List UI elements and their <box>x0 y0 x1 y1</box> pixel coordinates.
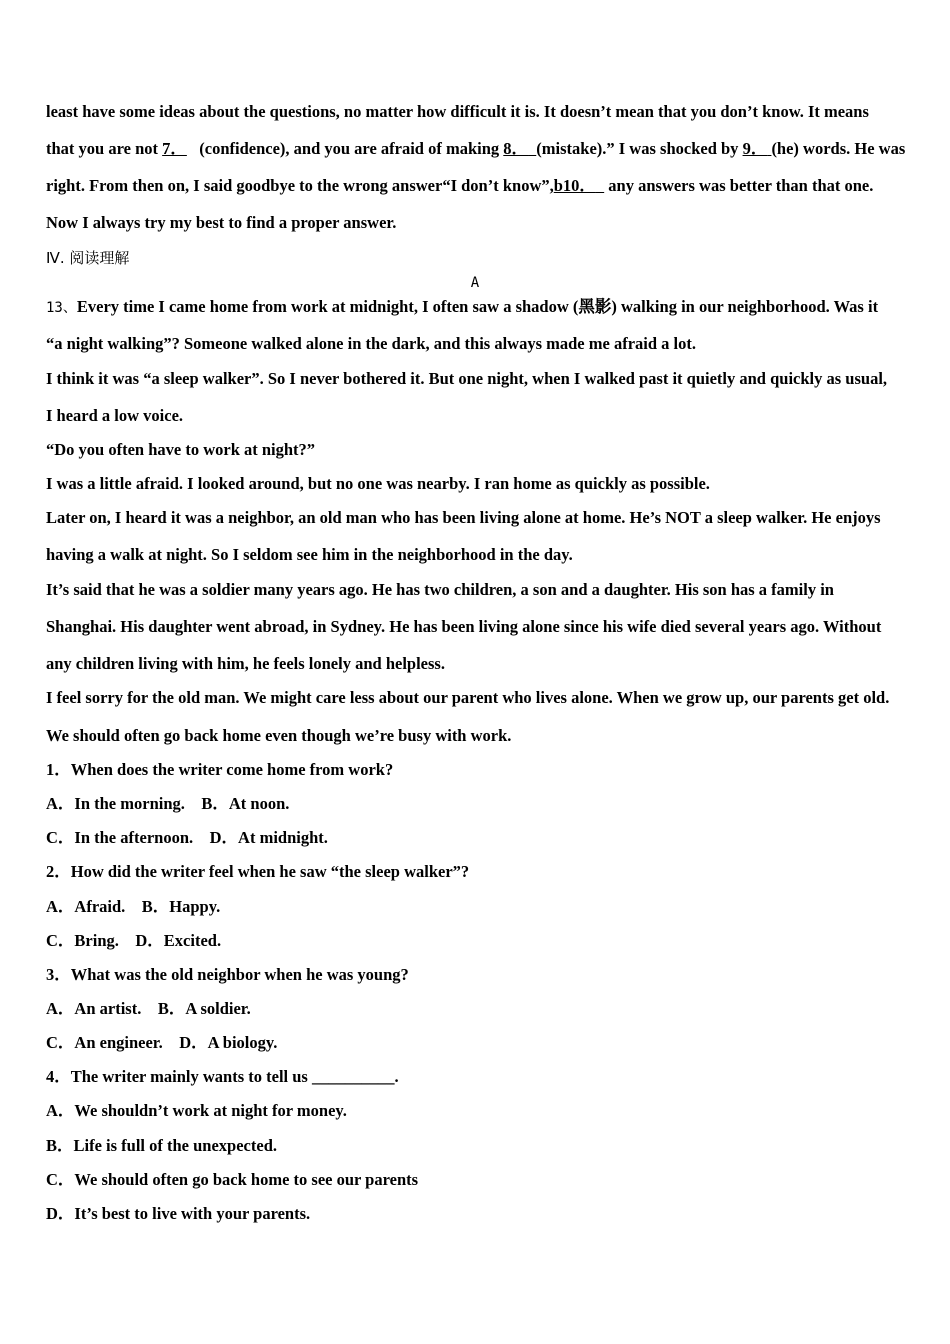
blank-7: 7． <box>162 139 187 158</box>
question-4-option-b: B．Life is full of the unexpected. <box>46 1136 277 1155</box>
passage-line-10: Shanghai. His daughter went abroad, in Sydney. He has been living alone since his wife died several years ago. Without <box>46 617 882 636</box>
passage-line-11: any children living with him, he feels lonely and helpless. <box>46 654 445 673</box>
passage-text: Every time I came home from work at midnight, I often saw a shadow (黑影) walking in our neighborhood. Was it <box>76 297 879 316</box>
passage-line-7: Later on, I heard it was a neighbor, an old man who has been living alone at home. He’s NOT a sleep walker. He enjoys <box>46 508 881 527</box>
question-1-options-cd: C．In the afternoon. D．At midnight. <box>46 828 328 847</box>
blank-8: 8． <box>503 139 529 158</box>
passage-line-1 <box>46 297 878 318</box>
passage-line-3: I think it was “a sleep walker”. So I never bothered it. But one night, when I walked past it quietly and quickly as usual, <box>46 369 888 388</box>
question-3-stem: 3．What was the old neighbor when he was young? <box>46 965 409 984</box>
question-3-options-ab: A．An artist. B．A soldier. <box>46 999 251 1018</box>
question-2-options-cd: C．Bring. D．Excited. <box>46 931 222 950</box>
text-segment: that you are not <box>46 139 163 158</box>
question-4-stem: 4．The writer mainly wants to tell us __________. <box>46 1067 399 1086</box>
question-4-option-a: A．We shouldn’t work at night for money. <box>46 1101 347 1120</box>
question-4-option-c: C．We should often go back home to see our parents <box>46 1170 419 1189</box>
blank-9: 9． <box>742 139 768 158</box>
text-segment: (he) words. He was <box>771 139 906 158</box>
text-segment: (mistake).” I was shocked by <box>536 139 743 158</box>
passage-line-2: “a night walking”? Someone walked alone in the dark, and this always made me afraid a lot. <box>46 334 696 353</box>
question-2-stem: 2．How did the writer feel when he saw “the sleep walker”? <box>46 862 470 881</box>
question-3-options-cd: C．An engineer. D．A biology. <box>46 1033 278 1052</box>
question-2-options-ab: A．Afraid. B．Happy. <box>46 897 221 916</box>
question-number: 13、 <box>46 300 77 316</box>
passage-line-13: We should often go back home even though we’re busy with work. <box>46 726 512 745</box>
blank-10: b10． <box>553 176 596 195</box>
passage-line-5: “Do you often have to work at night?” <box>46 440 316 459</box>
passage-line-12: I feel sorry for the old man. We might care less about our parent who lives alone. When we grow up, our parents get old. <box>46 688 890 707</box>
prev-passage-line-3 <box>46 176 873 196</box>
passage-line-9: It’s said that he was a soldier many years ago. He has two children, a son and a daughter. His son has a family in <box>46 580 834 599</box>
passage-line-6: I was a little afraid. I looked around, but no one was nearby. I ran home as quickly as possible. <box>46 474 710 493</box>
text-segment: right. From then on, I said goodbye to the wrong answer“I don’t know”, <box>46 176 554 195</box>
text-segment: any answers was better than that one. <box>604 176 874 195</box>
prev-passage-line-2 <box>46 139 905 159</box>
section-heading: Ⅳ. 阅读理解 <box>46 249 130 267</box>
question-1-options-ab: A．In the morning. B．At noon. <box>46 794 290 813</box>
passage-line-8: having a walk at night. So I seldom see him in the neighborhood in the day. <box>46 545 573 564</box>
prev-passage-line-4: Now I always try my best to find a proper answer. <box>46 213 397 232</box>
text-segment: (confidence), and you are afraid of making <box>195 139 504 158</box>
section-subheading: A <box>470 275 480 291</box>
question-1-stem: 1．When does the writer come home from work? <box>46 760 394 779</box>
passage-line-4: I heard a low voice. <box>46 406 184 425</box>
question-4-option-d: D．It’s best to live with your parents. <box>46 1204 311 1223</box>
prev-passage-line-1: least have some ideas about the questions, no matter how difficult it is. It doesn’t mean that you don’t know. It means <box>46 102 869 121</box>
